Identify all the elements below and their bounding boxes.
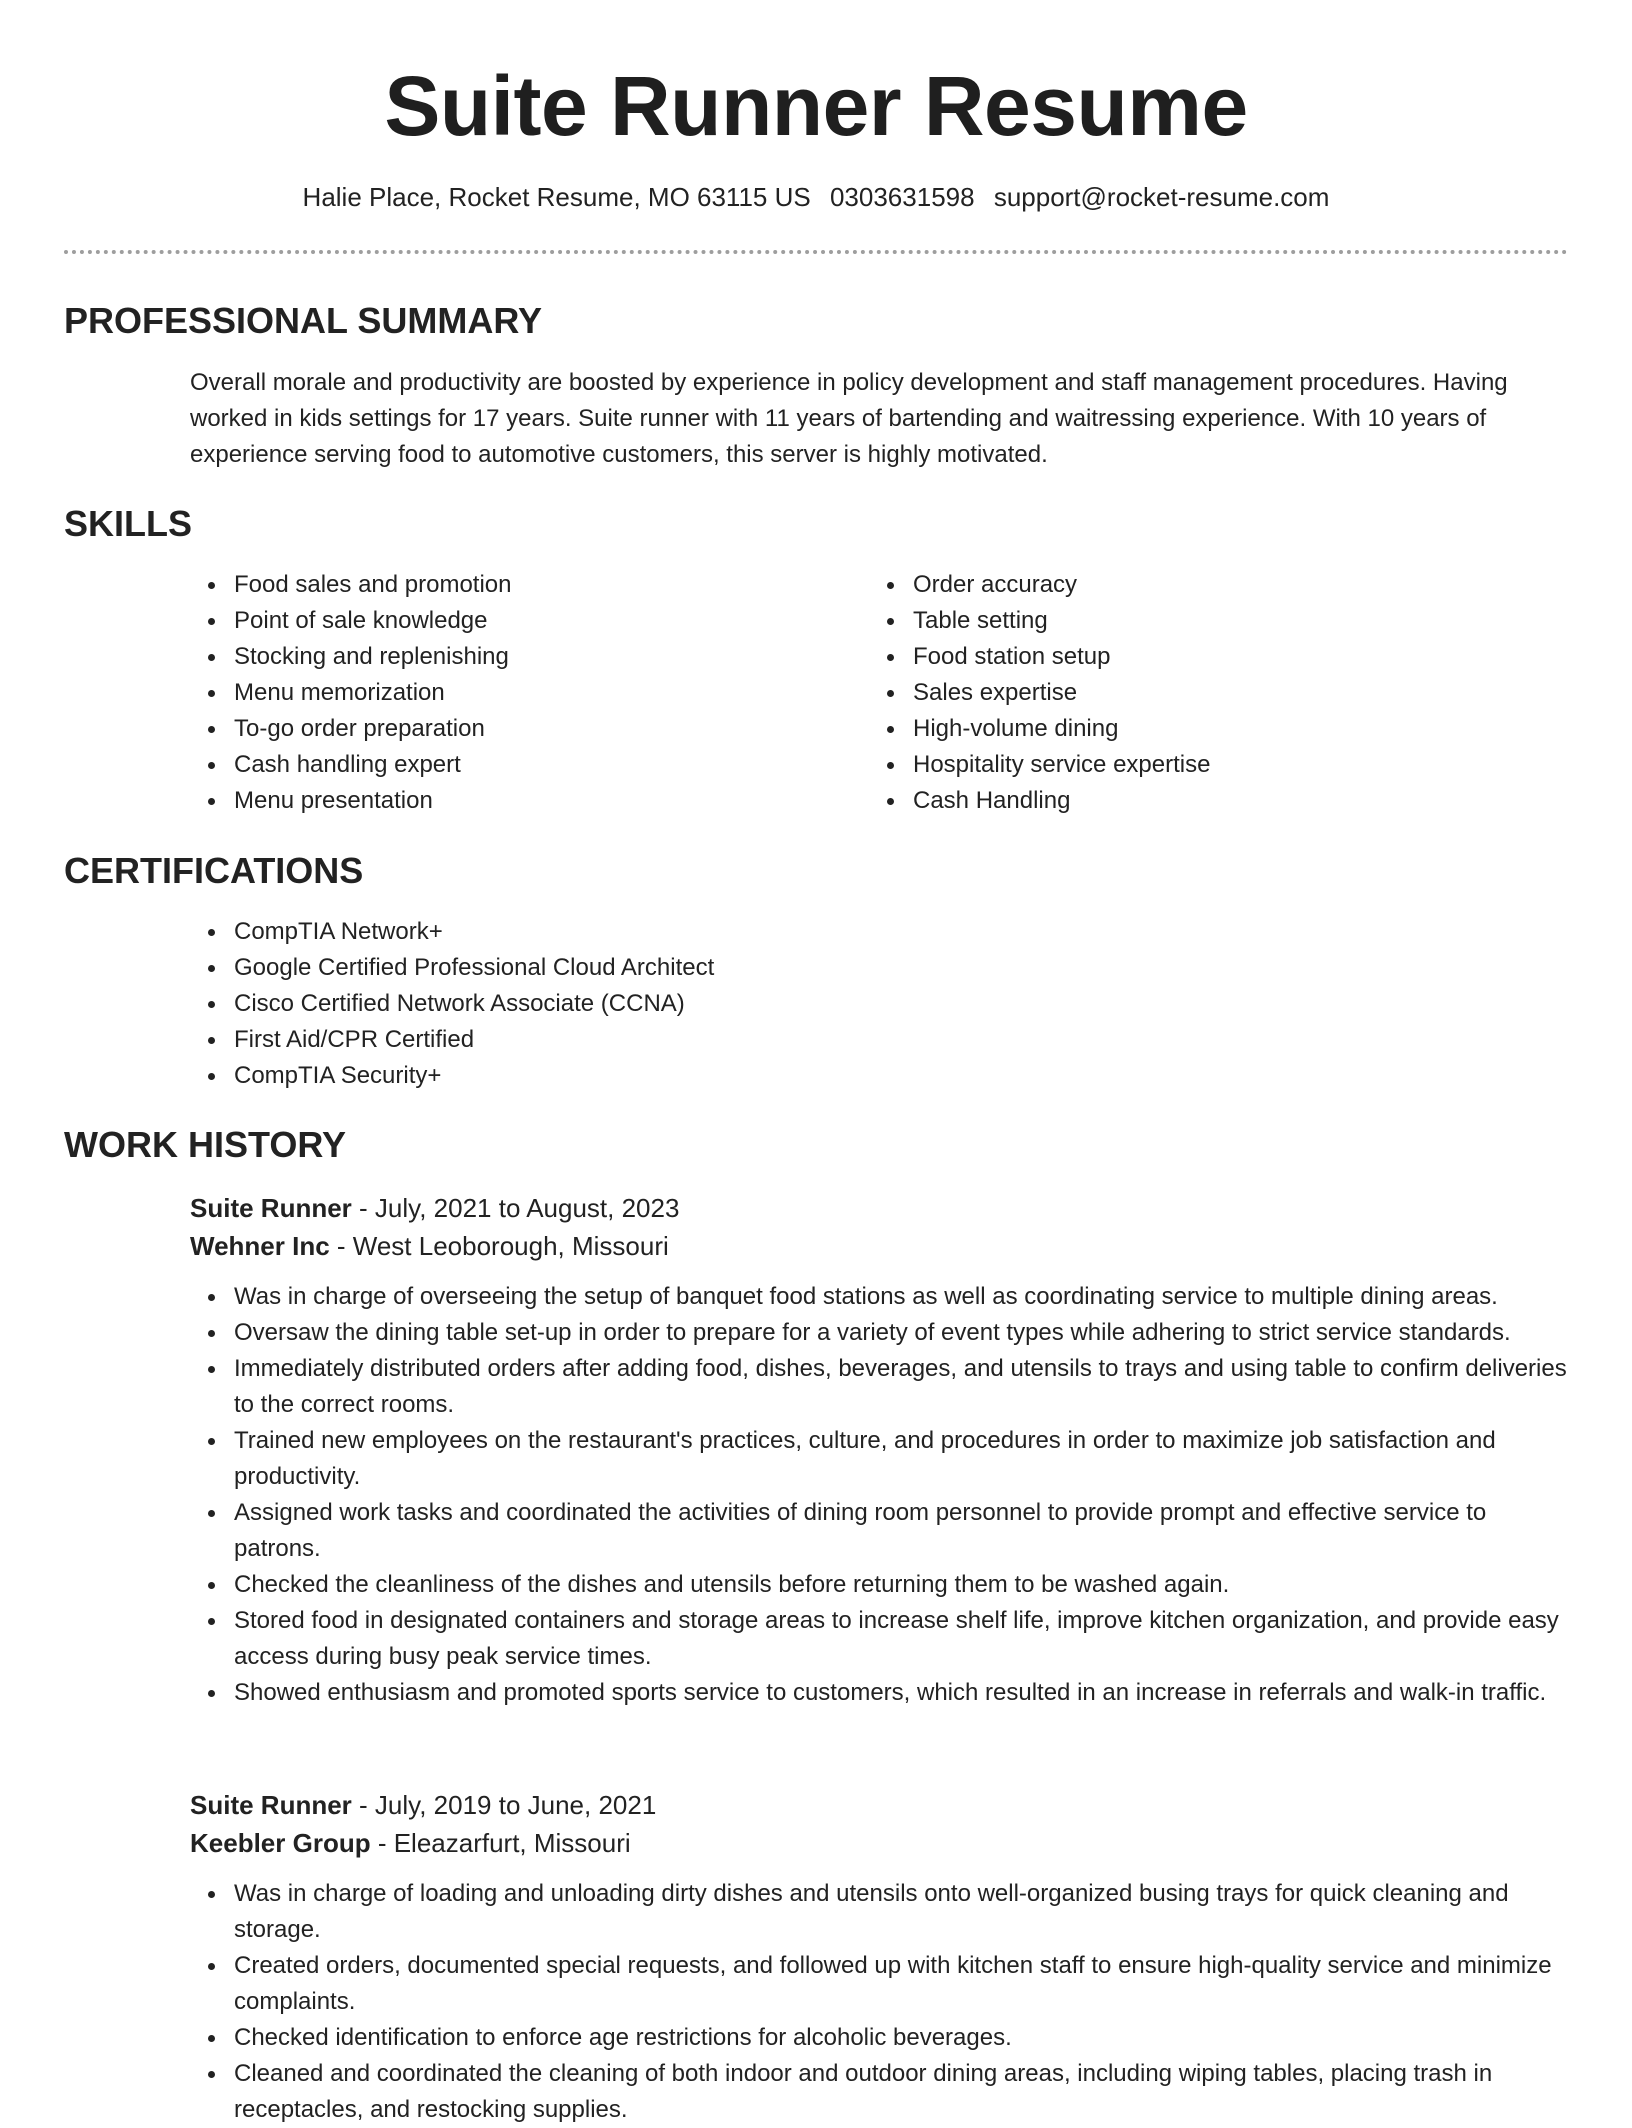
contact-address: Halie Place, Rocket Resume, MO 63115 US bbox=[302, 182, 811, 212]
contact-phone: 0303631598 bbox=[829, 182, 975, 212]
job-bullet: Was in charge of overseeing the setup of banquet food stations as well as coordinating service to multiple dining areas. bbox=[234, 1279, 1570, 1315]
job-role: Suite Runner bbox=[190, 1790, 352, 1820]
job-role: Suite Runner bbox=[190, 1193, 352, 1223]
certifications-heading: CERTIFICATIONS bbox=[64, 850, 364, 891]
skill-item: Stocking and replenishing bbox=[234, 639, 830, 675]
job-company: Wehner Inc bbox=[190, 1231, 330, 1261]
job-bullets bbox=[190, 1279, 1570, 1711]
job-bullet: Was in charge of loading and unloading dirty dishes and utensils onto well-organized busing trays for quick cleaning and storage. bbox=[234, 1876, 1570, 1948]
job-role-line bbox=[190, 1786, 1570, 1824]
resume-title: Suite Runner Resume bbox=[384, 59, 1248, 153]
job-bullet: Showed enthusiasm and promoted sports service to customers, which resulted in an increase in referrals and walk-in traffic. bbox=[234, 1675, 1570, 1711]
skill-item: Point of sale knowledge bbox=[234, 603, 830, 639]
skill-item: Order accuracy bbox=[913, 567, 1509, 603]
job-bullet: Trained new employees on the restaurant's practices, culture, and procedures in order to maximize job satisfaction and productivity. bbox=[234, 1423, 1570, 1495]
skill-item: Food sales and promotion bbox=[234, 567, 830, 603]
job-location: - Eleazarfurt, Missouri bbox=[370, 1828, 631, 1858]
certifications-block bbox=[190, 914, 1568, 1094]
work-history-heading: WORK HISTORY bbox=[64, 1124, 347, 1165]
job-role-line bbox=[190, 1189, 1570, 1227]
skills-left-column bbox=[190, 567, 830, 819]
job-bullet: Checked identification to enforce age restrictions for alcoholic beverages. bbox=[234, 2020, 1570, 2056]
job-bullet: Assigned work tasks and coordinated the activities of dining room personnel to provide prompt and effective service to patrons. bbox=[234, 1495, 1570, 1567]
skill-item: Cash handling expert bbox=[234, 747, 830, 783]
summary-text: Overall morale and productivity are boosted by experience in policy development and staff management procedures. Having worked in kids settings for 17 years. Suite runner with 11 years of bartending and waitressing experience. With 10 years of experience serving food to automotive customers, this server is highly motivated. bbox=[190, 369, 1508, 468]
skill-item: Hospitality service expertise bbox=[913, 747, 1509, 783]
contact-line bbox=[0, 180, 1632, 214]
summary-heading: PROFESSIONAL SUMMARY bbox=[64, 300, 543, 341]
job-entry bbox=[190, 1786, 1570, 2128]
skill-item: To-go order preparation bbox=[234, 711, 830, 747]
skill-item: Menu memorization bbox=[234, 675, 830, 711]
skills-left-list bbox=[190, 567, 830, 819]
skill-item: Sales expertise bbox=[913, 675, 1509, 711]
job-bullet: Checked the cleanliness of the dishes and utensils before returning them to be washed again. bbox=[234, 1567, 1570, 1603]
skill-item: Cash Handling bbox=[913, 783, 1509, 819]
certification-item: First Aid/CPR Certified bbox=[234, 1022, 1568, 1058]
job-dates: - July, 2021 to August, 2023 bbox=[351, 1193, 680, 1223]
certification-item: CompTIA Security+ bbox=[234, 1058, 1568, 1094]
skill-item: High-volume dining bbox=[913, 711, 1509, 747]
certification-item: Google Certified Professional Cloud Architect bbox=[234, 950, 1568, 986]
header-divider bbox=[64, 250, 1568, 254]
job-company-line bbox=[190, 1227, 1570, 1265]
skills-heading: SKILLS bbox=[64, 503, 193, 544]
job-bullet: Stored food in designated containers and storage areas to increase shelf life, improve kitchen organization, and provide easy access during busy peak service times. bbox=[234, 1603, 1570, 1675]
job-bullets bbox=[190, 1876, 1570, 2128]
skill-item: Food station setup bbox=[913, 639, 1509, 675]
skill-item: Table setting bbox=[913, 603, 1509, 639]
job-bullet: Created orders, documented special requests, and followed up with kitchen staff to ensure high-quality service and minimize complaints. bbox=[234, 1948, 1570, 2020]
certification-item: CompTIA Network+ bbox=[234, 914, 1568, 950]
job-location: - West Leoborough, Missouri bbox=[329, 1231, 669, 1261]
certifications-list bbox=[190, 914, 1568, 1094]
contact-email: support@rocket-resume.com bbox=[993, 182, 1330, 212]
certification-item: Cisco Certified Network Associate (CCNA) bbox=[234, 986, 1568, 1022]
skill-item: Menu presentation bbox=[234, 783, 830, 819]
job-bullet: Oversaw the dining table set-up in order to prepare for a variety of event types while adhering to strict service standards. bbox=[234, 1315, 1570, 1351]
job-entry bbox=[190, 1189, 1570, 1711]
skills-right-list bbox=[869, 567, 1509, 819]
job-bullet: Immediately distributed orders after adding food, dishes, beverages, and utensils to trays and using table to confirm deliveries to the correct rooms. bbox=[234, 1351, 1570, 1423]
skills-right-column bbox=[869, 567, 1509, 819]
job-dates: - July, 2019 to June, 2021 bbox=[351, 1790, 657, 1820]
job-company-line bbox=[190, 1824, 1570, 1862]
job-company: Keebler Group bbox=[190, 1828, 371, 1858]
job-bullet: Cleaned and coordinated the cleaning of both indoor and outdoor dining areas, including wiping tables, placing trash in receptacles, and restocking supplies. bbox=[234, 2056, 1570, 2128]
